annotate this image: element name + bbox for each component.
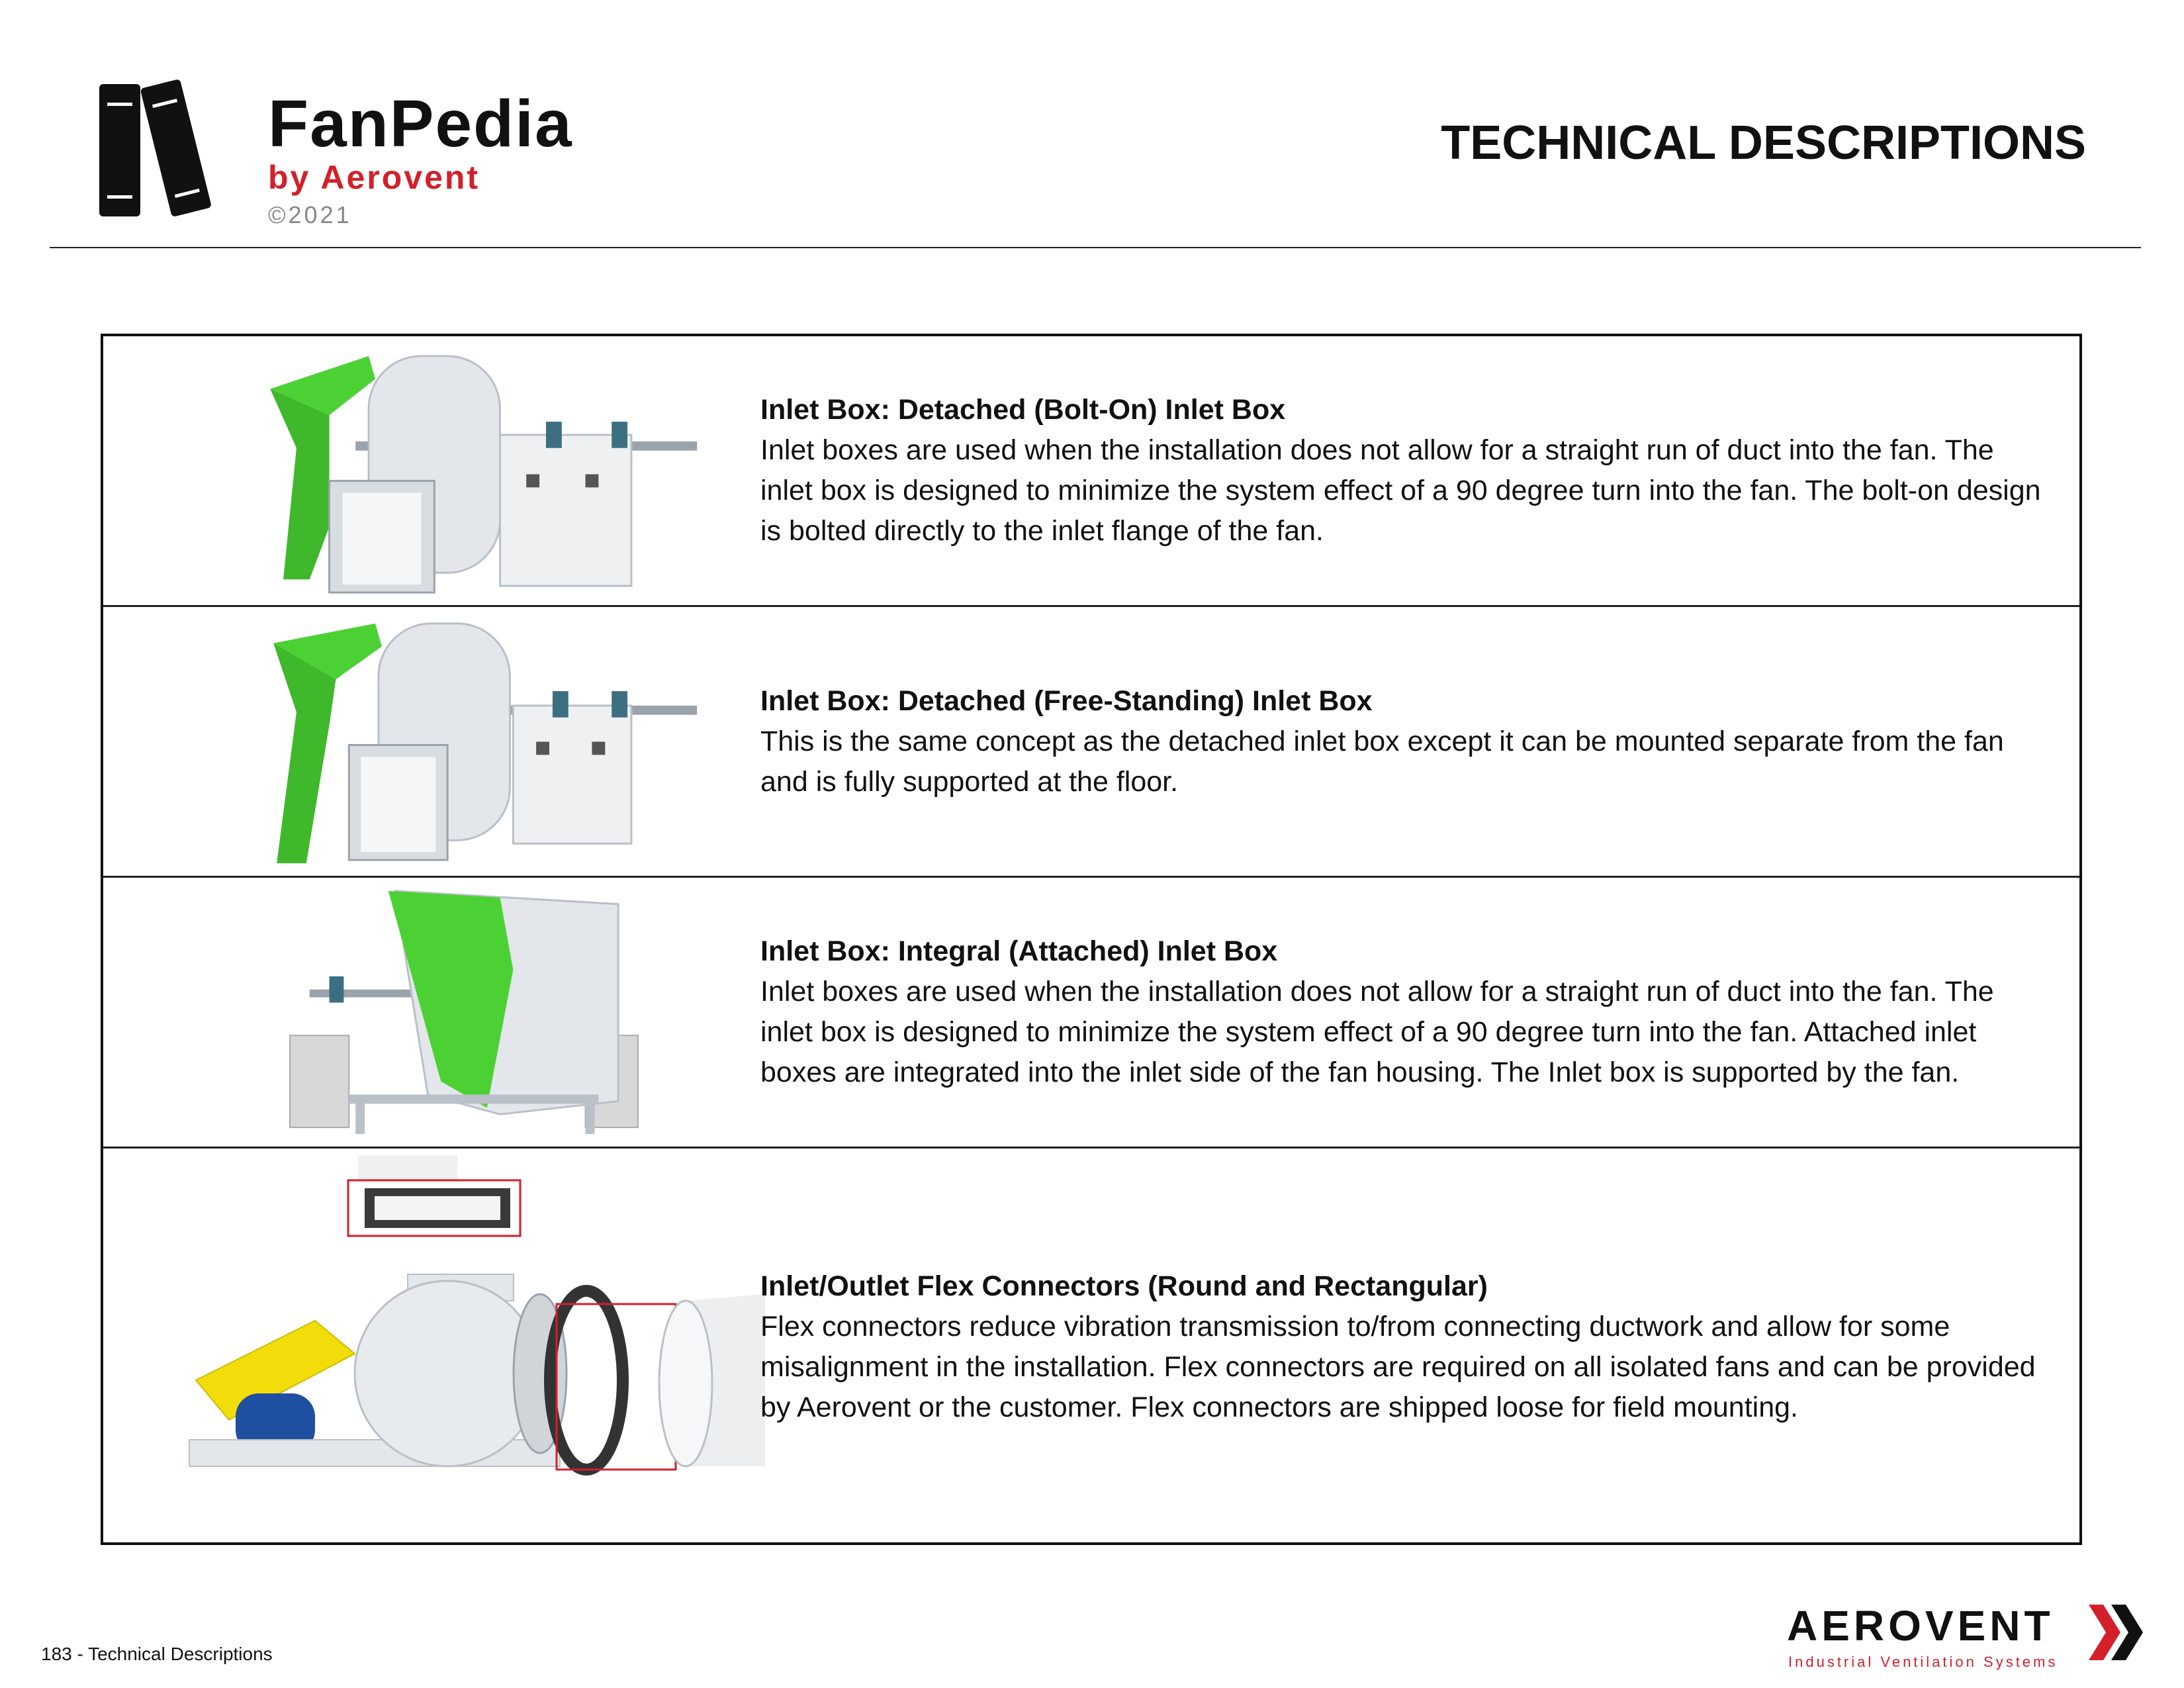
bolt-on-inlet-box-fan-icon <box>130 343 792 598</box>
logo-copyright: ©2021 <box>268 201 352 228</box>
header-divider <box>50 247 2141 248</box>
flex-connector-fan-icon <box>130 1155 792 1538</box>
logo-subtitle: by Aerovent <box>268 159 480 196</box>
row-body: Flex connectors reduce vibration transmission to/from connecting ductwork and allow for some misalignment in the installation. Flex connectors are required on all isolated fans and can be provided by Aerovent or the customer. Flex connectors are shipped loose for field mounting. <box>760 1310 2036 1423</box>
table-row <box>103 607 2079 878</box>
books-icon <box>93 76 245 228</box>
row-body: Inlet boxes are used when the installation does not allow for a straight run of duct into the fan. The inlet box is designed to minimize the system effect of a 90 degree turn into the fan. The bolt-on design is bolted directly to the inlet flange of the fan. <box>760 434 2041 547</box>
aerovent-logo <box>1780 1602 2151 1678</box>
fanpedia-logo <box>93 76 688 228</box>
page-title: TECHNICAL DESCRIPTIONS <box>1441 117 2086 169</box>
row-body: This is the same concept as the detached inlet box except it can be mounted separate from the fan and is fully supported at the floor. <box>760 725 2004 798</box>
chevron-right-icon <box>2086 1602 2146 1663</box>
row-title: Inlet Box: Integral (Attached) Inlet Box <box>760 935 1278 967</box>
logo-title: FanPedia <box>268 87 573 161</box>
page-number-label: 183 - Technical Descriptions <box>41 1644 273 1664</box>
integral-inlet-box-fan-icon <box>130 884 792 1140</box>
row-title: Inlet Box: Detached (Bolt-On) Inlet Box <box>760 394 1286 426</box>
descriptions-table <box>101 334 2082 1545</box>
brand-tagline: Industrial Ventilation Systems <box>1788 1654 2058 1670</box>
table-row <box>103 336 2079 607</box>
row-body: Inlet boxes are used when the installation does not allow for a straight run of duct into the fan. The inlet box is designed to minimize the system effect of a 90 degree turn into the fan. Attached inlet boxes are integrated into the inlet side of the fan housing. The Inlet box is supported by the fan. <box>760 976 1994 1088</box>
table-row <box>103 878 2079 1149</box>
free-standing-inlet-box-fan-icon <box>130 614 792 869</box>
brand-name: AEROVENT <box>1787 1602 2054 1650</box>
row-title: Inlet/Outlet Flex Connectors (Round and Rectangular) <box>760 1270 1488 1302</box>
table-row <box>103 1149 2079 1545</box>
row-title: Inlet Box: Detached (Free-Standing) Inlet Box <box>760 684 1373 717</box>
